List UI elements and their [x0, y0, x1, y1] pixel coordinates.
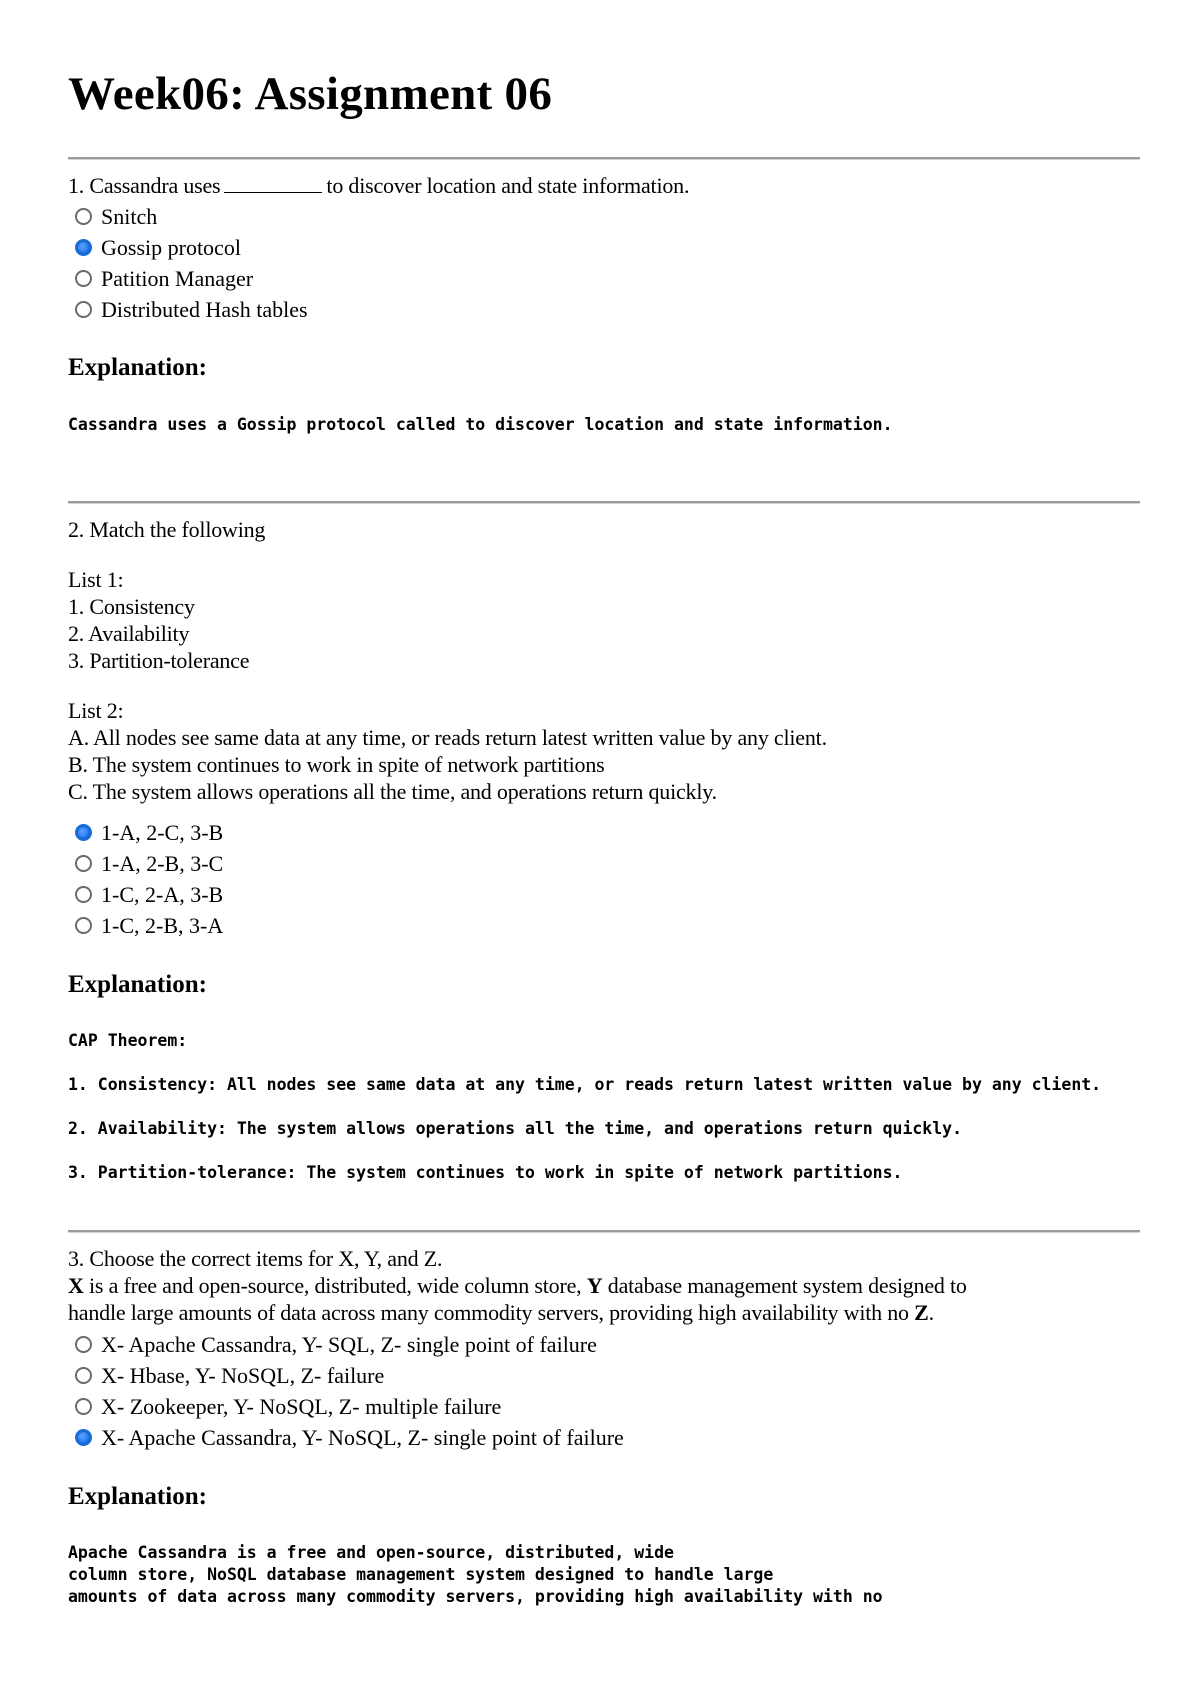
question-1-prompt	[68, 172, 1140, 199]
radio-button[interactable]	[75, 855, 92, 872]
option-label: 1-A, 2-B, 3-C	[101, 850, 224, 876]
variable-z: Z	[914, 1300, 929, 1325]
variable-y: Y	[586, 1273, 603, 1298]
radio-button[interactable]	[75, 917, 92, 934]
radio-button[interactable]	[75, 1367, 92, 1384]
radio-button-selected[interactable]	[75, 239, 92, 256]
q2-option-2[interactable]	[72, 848, 223, 879]
explanation-heading: Explanation:	[68, 971, 207, 998]
question-1	[68, 172, 1140, 199]
option-label: Snitch	[101, 203, 158, 229]
statement-text: is a free and open-source, distributed, wide column store,	[89, 1273, 582, 1298]
q3-option-4[interactable]	[72, 1422, 624, 1453]
option-label: 1-A, 2-C, 3-B	[101, 819, 224, 845]
q3-option-2[interactable]	[72, 1360, 624, 1391]
radio-button[interactable]	[75, 301, 92, 318]
radio-button[interactable]	[75, 886, 92, 903]
list-1-item: 2. Availability	[68, 621, 190, 646]
question-3-statement-cont	[68, 1299, 1140, 1326]
option-label: 1-C, 2-A, 3-B	[101, 881, 224, 907]
divider	[68, 1230, 1140, 1233]
explanation-line: amounts of data across many commodity servers, providing high availability with no	[68, 1587, 883, 1606]
statement-text: database management system designed to	[607, 1273, 967, 1298]
option-label: Patition Manager	[101, 265, 254, 291]
question-1-options	[72, 201, 308, 325]
question-1-prompt-end: to discover location and state information.	[326, 173, 690, 198]
option-label: X- Hbase, Y- NoSQL, Z- failure	[101, 1362, 385, 1388]
q3-option-3[interactable]	[72, 1391, 624, 1422]
question-2-explanation	[68, 1030, 1140, 1184]
fill-in-blank	[224, 174, 322, 193]
cap-theorem-title: CAP Theorem:	[68, 1031, 188, 1050]
option-label: X- Zookeeper, Y- NoSQL, Z- multiple failure	[101, 1393, 502, 1419]
q2-option-3[interactable]	[72, 879, 223, 910]
question-2-prompt: 2. Match the following	[68, 517, 266, 542]
page-title: Week06: Assignment 06	[68, 68, 553, 120]
option-label: Distributed Hash tables	[101, 296, 308, 322]
list-2-item: C. The system allows operations all the time, and operations return quickly.	[68, 779, 717, 804]
radio-button-selected[interactable]	[75, 1429, 92, 1446]
statement-text: handle large amounts of data across many commodity servers, providing high availability with no	[68, 1300, 909, 1325]
question-3-prompt: 3. Choose the correct items for X, Y, and Z.	[68, 1246, 443, 1271]
question-2	[68, 516, 1140, 805]
radio-button[interactable]	[75, 270, 92, 287]
explanation-line: 2. Availability: The system allows operations all the time, and operations return quickly.	[68, 1119, 963, 1138]
explanation-line: column store, NoSQL database management system designed to handle large	[68, 1565, 774, 1584]
q1-option-3[interactable]	[72, 263, 308, 294]
list-1-item: 1. Consistency	[68, 594, 195, 619]
radio-button-selected[interactable]	[75, 824, 92, 841]
list-2-item: B. The system continues to work in spite of network partitions	[68, 752, 605, 777]
question-3-statement	[68, 1272, 1140, 1299]
question-1-prompt-start: 1. Cassandra uses	[68, 173, 221, 198]
option-label: Gossip protocol	[101, 234, 241, 260]
explanation-line: Apache Cassandra is a free and open-source, distributed, wide	[68, 1543, 674, 1562]
explanation-line: 3. Partition-tolerance: The system continues to work in spite of network partitions.	[68, 1163, 903, 1182]
q1-option-2[interactable]	[72, 232, 308, 263]
radio-button[interactable]	[75, 1398, 92, 1415]
divider	[68, 157, 1140, 160]
q3-option-1[interactable]	[72, 1329, 624, 1360]
list-1-label: List 1:	[68, 567, 124, 592]
q1-option-1[interactable]	[72, 201, 308, 232]
statement-period: .	[928, 1300, 934, 1325]
question-3-options	[72, 1329, 624, 1453]
divider	[68, 501, 1140, 504]
list-2-label: List 2:	[68, 698, 124, 723]
radio-button[interactable]	[75, 208, 92, 225]
q2-option-1[interactable]	[72, 817, 223, 848]
explanation-line: 1. Consistency: All nodes see same data at any time, or reads return latest written value by any client.	[68, 1075, 1102, 1094]
list-1-item: 3. Partition-tolerance	[68, 648, 250, 673]
option-label: X- Apache Cassandra, Y- NoSQL, Z- single point of failure	[101, 1424, 624, 1450]
explanation-heading: Explanation:	[68, 1483, 207, 1510]
question-2-options	[72, 817, 223, 941]
variable-x: X	[68, 1273, 84, 1298]
question-1-explanation: Cassandra uses a Gossip protocol called to discover location and state information.	[68, 415, 893, 434]
option-label: 1-C, 2-B, 3-A	[101, 912, 224, 938]
list-2-item: A. All nodes see same data at any time, or reads return latest written value by any client.	[68, 725, 827, 750]
option-label: X- Apache Cassandra, Y- SQL, Z- single point of failure	[101, 1331, 597, 1357]
q2-option-4[interactable]	[72, 910, 223, 941]
q1-option-4[interactable]	[72, 294, 308, 325]
question-3-explanation	[68, 1542, 1140, 1608]
radio-button[interactable]	[75, 1336, 92, 1353]
question-3	[68, 1245, 1140, 1326]
explanation-heading: Explanation:	[68, 354, 207, 381]
